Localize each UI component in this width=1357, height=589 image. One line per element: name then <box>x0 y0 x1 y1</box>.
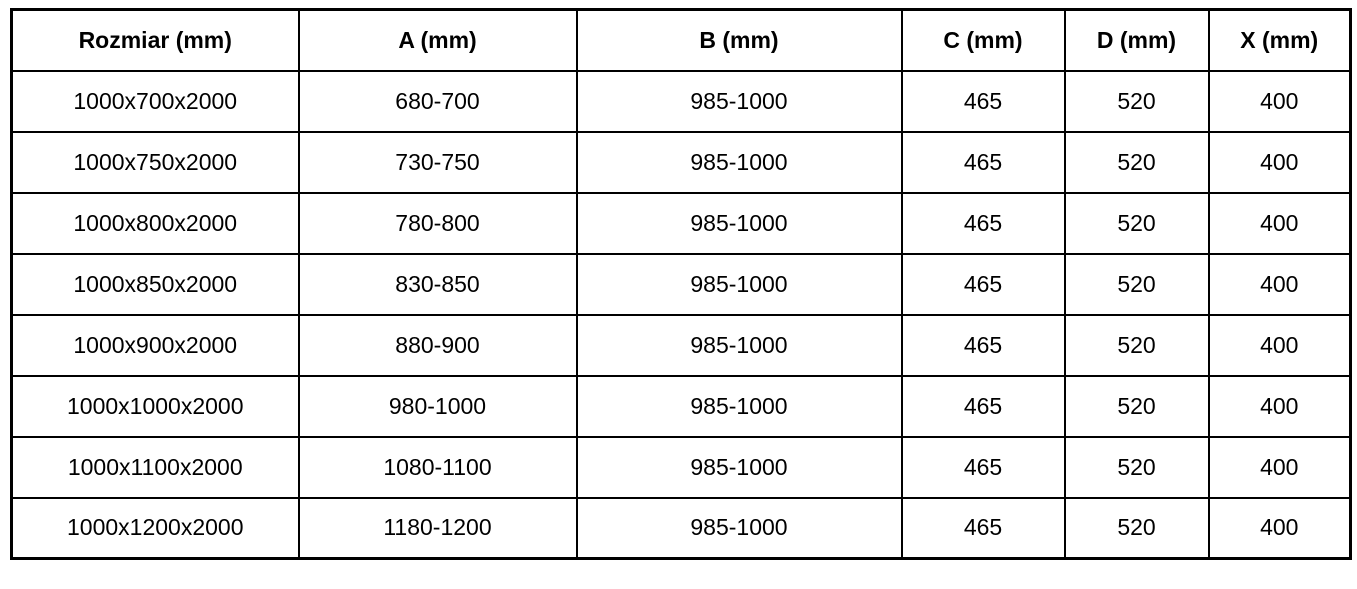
column-header-d: D (mm) <box>1065 10 1209 71</box>
table-cell-x: 400 <box>1209 254 1351 315</box>
table-row <box>12 437 1351 498</box>
table-cell-c: 465 <box>902 498 1065 559</box>
table-cell-d: 520 <box>1065 193 1209 254</box>
table-row <box>12 254 1351 315</box>
table-row <box>12 376 1351 437</box>
table-row <box>12 315 1351 376</box>
table-cell-x: 400 <box>1209 315 1351 376</box>
column-header-rozmiar: Rozmiar (mm) <box>12 10 299 71</box>
header-row <box>12 10 1351 71</box>
table-cell-d: 520 <box>1065 315 1209 376</box>
table-cell-rozmiar: 1000x800x2000 <box>12 193 299 254</box>
size-specification-table <box>10 8 1352 560</box>
table-cell-d: 520 <box>1065 71 1209 132</box>
table-cell-c: 465 <box>902 71 1065 132</box>
column-header-c: C (mm) <box>902 10 1065 71</box>
table-cell-c: 465 <box>902 132 1065 193</box>
table-cell-d: 520 <box>1065 498 1209 559</box>
table-cell-a: 1080-1100 <box>299 437 577 498</box>
table-cell-rozmiar: 1000x1200x2000 <box>12 498 299 559</box>
table-cell-a: 730-750 <box>299 132 577 193</box>
table-cell-b: 985-1000 <box>577 71 902 132</box>
table-cell-b: 985-1000 <box>577 376 902 437</box>
table-row <box>12 193 1351 254</box>
table-cell-a: 680-700 <box>299 71 577 132</box>
table-cell-x: 400 <box>1209 437 1351 498</box>
table-cell-b: 985-1000 <box>577 315 902 376</box>
table-row <box>12 71 1351 132</box>
table-cell-x: 400 <box>1209 71 1351 132</box>
table-cell-b: 985-1000 <box>577 193 902 254</box>
table-cell-rozmiar: 1000x700x2000 <box>12 71 299 132</box>
column-header-b: B (mm) <box>577 10 902 71</box>
table-cell-c: 465 <box>902 376 1065 437</box>
table-cell-a: 880-900 <box>299 315 577 376</box>
table-cell-c: 465 <box>902 437 1065 498</box>
table-cell-rozmiar: 1000x1100x2000 <box>12 437 299 498</box>
table-row <box>12 132 1351 193</box>
table-cell-c: 465 <box>902 193 1065 254</box>
table-cell-b: 985-1000 <box>577 132 902 193</box>
table-cell-rozmiar: 1000x1000x2000 <box>12 376 299 437</box>
table-cell-x: 400 <box>1209 193 1351 254</box>
table-cell-b: 985-1000 <box>577 437 902 498</box>
table-row <box>12 498 1351 559</box>
table-cell-a: 830-850 <box>299 254 577 315</box>
table-cell-x: 400 <box>1209 498 1351 559</box>
table-cell-rozmiar: 1000x850x2000 <box>12 254 299 315</box>
table-cell-d: 520 <box>1065 132 1209 193</box>
table-cell-d: 520 <box>1065 254 1209 315</box>
table-cell-a: 1180-1200 <box>299 498 577 559</box>
table-cell-b: 985-1000 <box>577 254 902 315</box>
table-cell-a: 980-1000 <box>299 376 577 437</box>
table-cell-x: 400 <box>1209 376 1351 437</box>
table-cell-b: 985-1000 <box>577 498 902 559</box>
table-cell-c: 465 <box>902 254 1065 315</box>
table-cell-d: 520 <box>1065 376 1209 437</box>
table-cell-rozmiar: 1000x750x2000 <box>12 132 299 193</box>
table-cell-a: 780-800 <box>299 193 577 254</box>
table-cell-rozmiar: 1000x900x2000 <box>12 315 299 376</box>
column-header-a: A (mm) <box>299 10 577 71</box>
table-cell-d: 520 <box>1065 437 1209 498</box>
column-header-x: X (mm) <box>1209 10 1351 71</box>
table-cell-c: 465 <box>902 315 1065 376</box>
table-cell-x: 400 <box>1209 132 1351 193</box>
